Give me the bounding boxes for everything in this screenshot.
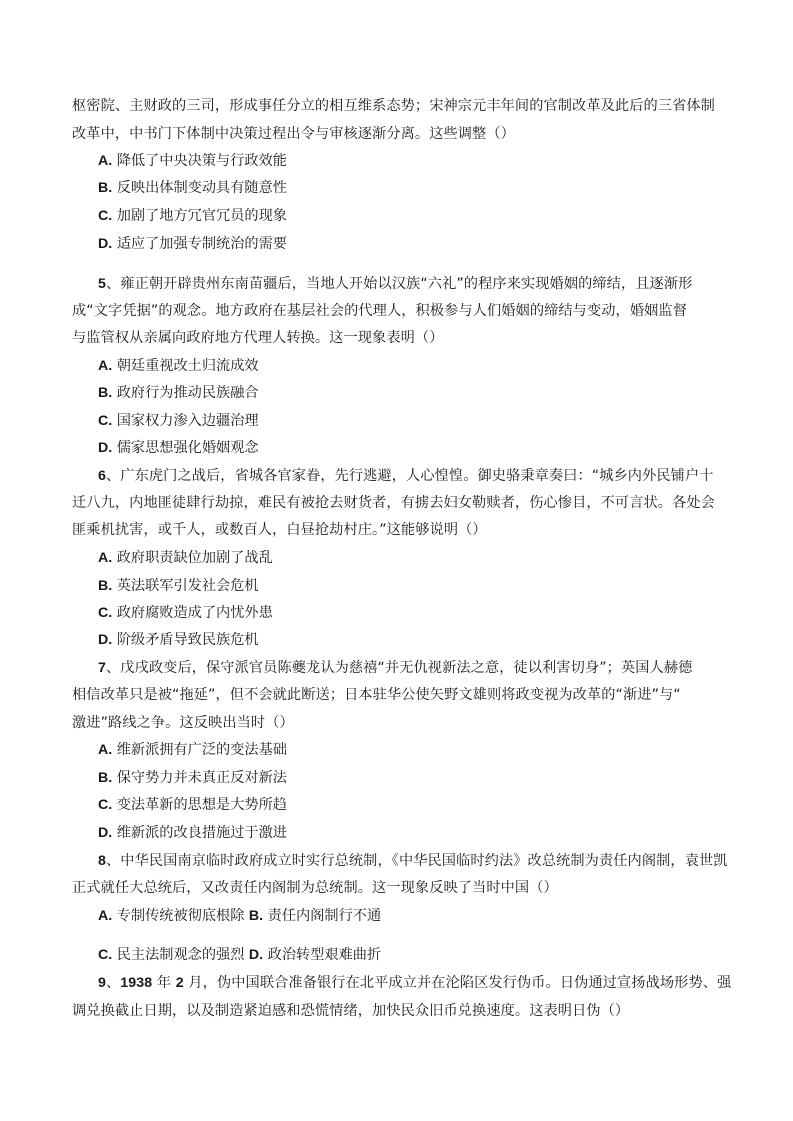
q7-stem-line-2: 相信改革只是被“拖延”，但不会就此断送；日本驻华公使矢野文雄则将政变视为改革的“渐进”与“ [72, 687, 681, 703]
option-key: A. [98, 153, 113, 169]
q6-option-b[interactable] [98, 576, 259, 596]
option-key: C. [98, 413, 113, 429]
q6-stem-line-1 [98, 466, 714, 486]
option-text: 国家权力渗入边疆治理 [116, 413, 259, 429]
option-key: B. [248, 908, 264, 924]
q6-stem-text: 、广东虎门之战后，省城各官家眷，先行逃避，人心惶惶。御史骆秉章奏曰：“城乡内外民铺户十 [106, 468, 714, 484]
option-text: 儒家思想强化婚姻观念 [116, 440, 259, 456]
q5-stem-line-1 [98, 274, 692, 294]
q4-stem-line-2: 改革中，中书门下体制中决策过程出令与审核逐渐分离。这些调整（） [72, 126, 515, 142]
q5-stem-line-3: 与监管权从亲属向政府地方代理人转换。这一现象表明（） [72, 330, 444, 346]
q6-option-c[interactable] [98, 603, 273, 623]
q7-option-d[interactable] [98, 823, 287, 843]
option-text: 政府职责缺位加剧了战乱 [116, 550, 273, 566]
q4-stem-line-1: 枢密院、主财政的三司，形成事任分立的相互维系态势；宋神宗元丰年间的官制改革及此后的三省体制 [72, 98, 715, 114]
q9-stem-line-2: 调兑换截止日期，以及制造紧迫感和恐慌情绪，加快民众旧币兑换速度。这表明日伪（） [72, 1003, 630, 1019]
option-text: 维新派的改良措施过于激进 [116, 825, 287, 841]
q8-stem-line-1 [98, 851, 728, 871]
option-key: C. [98, 605, 113, 621]
q5-option-d[interactable] [98, 438, 259, 458]
q8-stem-text: 、中华民国南京临时政府成立时实行总统制，《中华民国临时约法》改总统制为责任内阁制，袁世凯 [106, 853, 728, 869]
q8-options-row-1 [98, 906, 381, 926]
q6-stem-line-3: 匪乘机扰害，或千人，或数百人，白昼抢劫村庄。”这能够说明（） [72, 522, 487, 538]
option-key: B. [98, 578, 113, 594]
q7-option-c[interactable] [98, 795, 287, 815]
option-key: C. [98, 797, 113, 813]
question-number: 5 [98, 276, 106, 292]
q8-options-row-2 [98, 945, 381, 965]
option-key: B. [98, 180, 113, 196]
option-text: 政府腐败造成了内忧外患 [116, 605, 273, 621]
question-number: 6 [98, 468, 106, 484]
q8-option-c[interactable] [98, 947, 244, 963]
q4-option-b[interactable] [98, 178, 287, 198]
q8-option-d[interactable] [249, 947, 381, 963]
option-key: C. [98, 208, 113, 224]
q9-text-c: 月，伪中国联合准备银行在北平成立并在沦陷区发行伪币。日伪通过宣扬战场形势、强 [183, 975, 732, 991]
option-key: A. [98, 358, 113, 374]
option-key: D. [248, 947, 264, 963]
option-key: D. [98, 825, 113, 841]
option-text: 降低了中央决策与行政效能 [116, 153, 287, 169]
q7-stem-text: 、戊戌政变后，保守派官员陈夔龙认为慈禧“并无仇视新法之意，徒以利害切身”；英国人赫德 [106, 660, 693, 676]
option-key: A. [98, 742, 113, 758]
option-key: B. [98, 770, 113, 786]
q9-text-b: 年 [152, 975, 176, 991]
option-key: D. [98, 236, 113, 252]
option-key: D. [98, 440, 113, 456]
option-key: A. [98, 908, 113, 924]
question-number: 8 [98, 853, 106, 869]
q8-option-b[interactable] [249, 908, 381, 924]
q5-stem-line-2: 成“文字凭据”的观念。地方政府在基层社会的代理人，积极参与人们婚姻的缔结与变动，婚姻监督 [72, 303, 687, 319]
q7-stem-line-1 [98, 658, 692, 678]
q9-year: 1938 [120, 975, 153, 991]
q4-option-a[interactable] [98, 151, 287, 171]
q4-option-d[interactable] [98, 234, 287, 254]
q9-stem-line-1 [98, 973, 731, 993]
option-key: B. [98, 385, 113, 401]
option-text: 维新派拥有广泛的变法基础 [116, 742, 287, 758]
q5-option-b[interactable] [98, 383, 259, 403]
q7-option-a[interactable] [98, 740, 287, 760]
option-text: 朝廷重视改土归流成效 [116, 358, 259, 374]
option-key: D. [98, 632, 113, 648]
option-text: 变法革新的思想是大势所趋 [116, 797, 287, 813]
option-text: 保守势力并未真正反对新法 [116, 770, 287, 786]
q8-option-a[interactable] [98, 908, 244, 924]
q6-option-a[interactable] [98, 548, 273, 568]
option-text: 责任内阁制行不通 [267, 908, 382, 924]
option-text: 阶级矛盾导致民族危机 [116, 632, 259, 648]
q6-option-d[interactable] [98, 630, 259, 650]
q6-stem-line-2: 迁八九，内地匪徒肆行劫掠，难民有被抢去财货者，有掳去妇女勒赎者，伤心惨目，不可言状。各处会 [72, 495, 715, 511]
option-key: C. [98, 947, 113, 963]
question-number: 9 [98, 975, 106, 991]
option-key: A. [98, 550, 113, 566]
q5-option-a[interactable] [98, 356, 259, 376]
option-text: 政府行为推动民族融合 [116, 385, 259, 401]
option-text: 英法联军引发社会危机 [116, 578, 259, 594]
q4-option-c[interactable] [98, 206, 287, 226]
option-text: 政治转型艰难曲折 [267, 947, 382, 963]
q5-option-c[interactable] [98, 411, 259, 431]
q9-text-a: 、 [106, 975, 121, 991]
q5-stem-text: 、雍正朝开辟贵州东南苗疆后，当地人开始以汉族“六礼”的程序来实现婚姻的缔结，且逐渐形 [106, 276, 693, 292]
option-text: 加剧了地方冗官冗员的现象 [116, 208, 287, 224]
q7-option-b[interactable] [98, 768, 287, 788]
option-text: 反映出体制变动具有随意性 [116, 180, 287, 196]
q8-stem-line-2: 正式就任大总统后，又改责任内阁制为总统制。这一现象反映了当时中国（） [72, 880, 558, 896]
option-text: 专制传统被彻底根除 [116, 908, 245, 924]
option-text: 民主法制观念的强烈 [116, 947, 245, 963]
q7-stem-line-3: 激进”路线之争。这反映出当时（） [72, 715, 294, 731]
option-text: 适应了加强专制统治的需要 [116, 236, 287, 252]
q9-month: 2 [175, 975, 184, 991]
question-number: 7 [98, 660, 106, 676]
